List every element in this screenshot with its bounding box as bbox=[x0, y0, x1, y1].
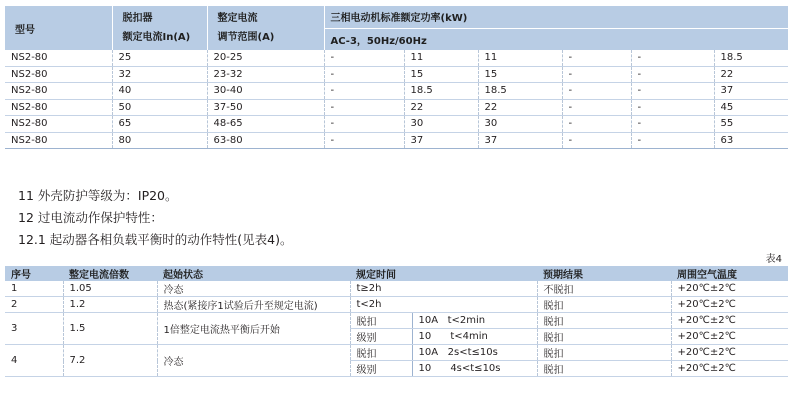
header-release bbox=[112, 6, 207, 50]
cell-no: 2 bbox=[5, 297, 63, 313]
header-release-line2: 额定电流In(A) bbox=[122, 32, 191, 43]
cell-power-2: 37 bbox=[404, 132, 478, 149]
cell-temp: +20℃±2℃ bbox=[671, 281, 788, 297]
cell-power-1: - bbox=[324, 66, 404, 83]
cell-power-4: - bbox=[562, 50, 631, 66]
table-row bbox=[5, 99, 788, 116]
cell-time: t≥2h bbox=[350, 281, 537, 297]
table-row bbox=[5, 132, 788, 149]
header-power-title: 三相电动机标准额定功率(kW) bbox=[324, 6, 788, 28]
t2-header-temp: 周围空气温度 bbox=[671, 266, 788, 281]
t2-header-no: 序号 bbox=[5, 266, 63, 281]
cell-power-1: - bbox=[324, 50, 404, 66]
cell-result: 脱扣 bbox=[537, 361, 671, 377]
cell-state: 热态(紧接序1试验后升至规定电流) bbox=[157, 297, 350, 313]
table-row bbox=[5, 297, 788, 313]
trip-characteristics-table bbox=[5, 266, 788, 377]
cell-model: NS2-80 bbox=[5, 132, 112, 149]
cell-power-5: - bbox=[631, 83, 714, 100]
time-value: 4s<t≤10s bbox=[450, 363, 501, 374]
cell-model: NS2-80 bbox=[5, 83, 112, 100]
cell-power-3: 37 bbox=[478, 132, 562, 149]
cell-multiple: 1.2 bbox=[63, 297, 157, 313]
t2-header-time: 规定时间 bbox=[350, 266, 537, 281]
t2-header-state: 起始状态 bbox=[157, 266, 350, 281]
cell-time-label: 级别 bbox=[350, 329, 412, 345]
class-value: 10A bbox=[418, 347, 439, 358]
cell-no: 3 bbox=[5, 313, 63, 345]
cell-power-6: 45 bbox=[714, 99, 788, 116]
cell-temp: +20℃±2℃ bbox=[671, 329, 788, 345]
cell-time-class bbox=[412, 361, 537, 377]
cell-no: 1 bbox=[5, 281, 63, 297]
cell-power-5: - bbox=[631, 99, 714, 116]
clause-12: 12 过电流动作保护特性： bbox=[18, 210, 163, 225]
cell-power-3: 22 bbox=[478, 99, 562, 116]
cell-time-label: 脱扣 bbox=[350, 313, 412, 329]
cell-model: NS2-80 bbox=[5, 50, 112, 66]
table-row bbox=[5, 83, 788, 100]
cell-state: 冷态 bbox=[157, 345, 350, 377]
cell-release-current: 65 bbox=[112, 116, 207, 133]
cell-power-5: - bbox=[631, 66, 714, 83]
cell-power-4: - bbox=[562, 99, 631, 116]
cell-power-1: - bbox=[324, 99, 404, 116]
cell-power-2: 11 bbox=[404, 50, 478, 66]
cell-power-6: 63 bbox=[714, 132, 788, 149]
cell-temp: +20℃±2℃ bbox=[671, 313, 788, 329]
table-row bbox=[5, 345, 788, 361]
cell-setting-range: 37-50 bbox=[207, 99, 324, 116]
table-row bbox=[5, 313, 788, 329]
cell-setting-range: 23-32 bbox=[207, 66, 324, 83]
cell-model: NS2-80 bbox=[5, 99, 112, 116]
cell-result: 脱扣 bbox=[537, 345, 671, 361]
cell-power-4: - bbox=[562, 66, 631, 83]
header-model: 型号 bbox=[5, 6, 112, 50]
table-row bbox=[5, 281, 788, 297]
cell-model: NS2-80 bbox=[5, 116, 112, 133]
cell-power-3: 30 bbox=[478, 116, 562, 133]
cell-power-5: - bbox=[631, 50, 714, 66]
cell-power-4: - bbox=[562, 116, 631, 133]
cell-result: 脱扣 bbox=[537, 329, 671, 345]
class-value: 10 bbox=[418, 363, 432, 374]
clause-11: 11 外壳防护等级为：IP20。 bbox=[18, 188, 178, 203]
cell-power-6: 37 bbox=[714, 83, 788, 100]
cell-power-2: 15 bbox=[404, 66, 478, 83]
cell-result: 脱扣 bbox=[537, 313, 671, 329]
cell-power-6: 55 bbox=[714, 116, 788, 133]
table-row bbox=[5, 116, 788, 133]
cell-state: 1倍整定电流热平衡后开始 bbox=[157, 313, 350, 345]
cell-time-label: 级别 bbox=[350, 361, 412, 377]
clause-12-1: 12.1 起动器各相负载平衡时的动作特性(见表4)。 bbox=[18, 232, 293, 247]
cell-setting-range: 30-40 bbox=[207, 83, 324, 100]
cell-setting-range: 63-80 bbox=[207, 132, 324, 149]
cell-power-3: 18.5 bbox=[478, 83, 562, 100]
t2-header-multiple: 整定电流倍数 bbox=[63, 266, 157, 281]
table-row bbox=[5, 66, 788, 83]
cell-multiple: 7.2 bbox=[63, 345, 157, 377]
cell-release-current: 32 bbox=[112, 66, 207, 83]
table-caption: 表4 bbox=[765, 254, 782, 265]
time-value: t<4min bbox=[450, 331, 488, 342]
cell-model: NS2-80 bbox=[5, 66, 112, 83]
cell-power-5: - bbox=[631, 116, 714, 133]
cell-result: 不脱扣 bbox=[537, 281, 671, 297]
header-setting-line2: 调节范围(A) bbox=[217, 32, 275, 43]
cell-power-4: - bbox=[562, 83, 631, 100]
cell-setting-range: 20-25 bbox=[207, 50, 324, 66]
cell-power-3: 11 bbox=[478, 50, 562, 66]
class-value: 10A bbox=[418, 315, 439, 326]
time-value: 2s<t≤10s bbox=[447, 347, 498, 358]
cell-time-class bbox=[412, 313, 537, 329]
cell-temp: +20℃±2℃ bbox=[671, 297, 788, 313]
cell-time: t<2h bbox=[350, 297, 537, 313]
cell-time-class bbox=[412, 345, 537, 361]
table-row bbox=[5, 50, 788, 66]
cell-power-1: - bbox=[324, 132, 404, 149]
cell-power-6: 22 bbox=[714, 66, 788, 83]
cell-power-6: 18.5 bbox=[714, 50, 788, 66]
header-release-line1: 脱扣器 bbox=[122, 13, 153, 24]
cell-release-current: 80 bbox=[112, 132, 207, 149]
cell-setting-range: 48-65 bbox=[207, 116, 324, 133]
cell-power-4: - bbox=[562, 132, 631, 149]
cell-multiple: 1.05 bbox=[63, 281, 157, 297]
t2-header-result: 预期结果 bbox=[537, 266, 671, 281]
cell-result: 脱扣 bbox=[537, 297, 671, 313]
cell-power-2: 30 bbox=[404, 116, 478, 133]
header-setting bbox=[207, 6, 324, 50]
cell-release-current: 25 bbox=[112, 50, 207, 66]
cell-temp: +20℃±2℃ bbox=[671, 345, 788, 361]
cell-temp: +20℃±2℃ bbox=[671, 361, 788, 377]
cell-power-5: - bbox=[631, 132, 714, 149]
cell-multiple: 1.5 bbox=[63, 313, 157, 345]
class-value: 10 bbox=[418, 331, 432, 342]
time-value: t<2min bbox=[447, 315, 486, 326]
cell-power-3: 15 bbox=[478, 66, 562, 83]
cell-power-1: - bbox=[324, 116, 404, 133]
cell-release-current: 40 bbox=[112, 83, 207, 100]
cell-power-1: - bbox=[324, 83, 404, 100]
cell-power-2: 22 bbox=[404, 99, 478, 116]
cell-time-label: 脱扣 bbox=[350, 345, 412, 361]
cell-state: 冷态 bbox=[157, 281, 350, 297]
header-setting-line1: 整定电流 bbox=[217, 13, 258, 24]
header-power-sub: AC-3，50Hz/60Hz bbox=[324, 28, 788, 50]
cell-power-2: 18.5 bbox=[404, 83, 478, 100]
cell-no: 4 bbox=[5, 345, 63, 377]
cell-release-current: 50 bbox=[112, 99, 207, 116]
motor-power-table bbox=[5, 6, 788, 149]
cell-time-class bbox=[412, 329, 537, 345]
